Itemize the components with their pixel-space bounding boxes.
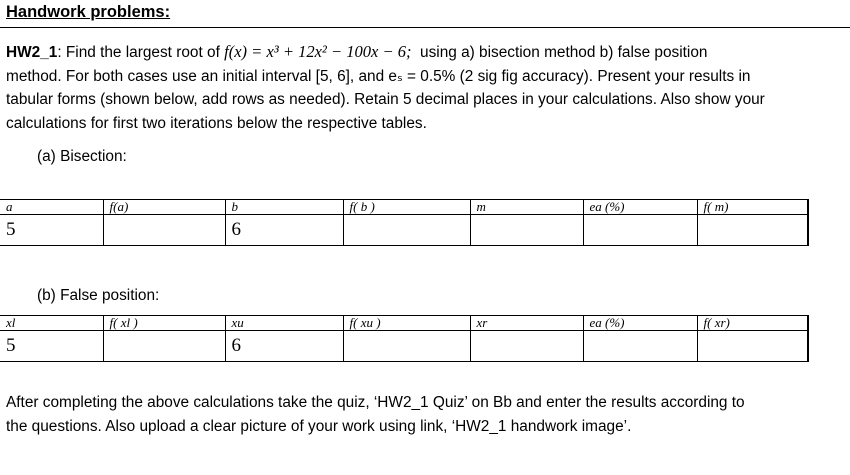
false-position-label: (b) False position: — [37, 287, 160, 304]
bisection-label: (a) Bisection: — [37, 148, 127, 165]
bisection-cell-m — [470, 215, 583, 246]
instructions-footer — [6, 391, 844, 438]
bisection-header-fa: f(a) — [103, 200, 225, 215]
page-heading: Handwork problems: — [6, 3, 171, 21]
footer-line-1: After completing the above calculations take the quiz, ‘HW2_1 Quiz’ on Bb and enter the results according to — [6, 394, 745, 411]
bisection-header-row — [0, 200, 808, 215]
bisection-header-fb: f( b ) — [343, 200, 470, 215]
bisection-table — [0, 199, 809, 246]
false-position-cell-fxr — [697, 331, 808, 362]
bisection-cell-ea — [583, 215, 697, 246]
false-position-cell-xr — [470, 331, 583, 362]
false-position-header-xr: xr — [470, 316, 583, 331]
problem-line-1-rest: using a) bisection method b) false position — [420, 44, 708, 61]
bisection-header-m: m — [470, 200, 583, 215]
false-position-row-1 — [0, 331, 808, 362]
problem-id: HW2_1 — [6, 44, 58, 61]
heading-divider — [0, 27, 850, 28]
problem-line-2: method. For both cases use an initial interval [5, 6], and eₛ = 0.5% (2 sig fig accuracy). Present your results in — [6, 67, 751, 85]
problem-lead-text: : Find the largest root of — [57, 44, 220, 61]
false-position-table — [0, 315, 809, 362]
bisection-cell-fa — [103, 215, 225, 246]
false-position-header-ea: ea (%) — [583, 316, 697, 331]
false-position-header-fxr: f( xr) — [697, 316, 808, 331]
bisection-cell-fm — [697, 215, 808, 246]
footer-line-2: the questions. Also upload a clear picture of your work using link, ‘HW2_1 handwork image’. — [6, 417, 632, 435]
false-position-header-fxl: f( xl ) — [103, 316, 225, 331]
bisection-cell-b: 6 — [225, 215, 343, 246]
false-position-cell-fxl — [103, 331, 225, 362]
bisection-cell-a: 5 — [0, 215, 103, 246]
bisection-cell-fb — [343, 215, 470, 246]
false-position-cell-xl: 5 — [0, 331, 103, 362]
bisection-header-b: b — [225, 200, 343, 215]
bisection-header-a: a — [0, 200, 103, 215]
problem-line-3: tabular forms (shown below, add rows as needed). Retain 5 decimal places in your calculations. Also show your — [6, 91, 765, 109]
false-position-header-fxu: f( xu ) — [343, 316, 470, 331]
problem-statement — [6, 40, 844, 135]
bisection-row-1 — [0, 215, 808, 246]
false-position-cell-ea — [583, 331, 697, 362]
false-position-header-row — [0, 316, 808, 331]
problem-line-1 — [6, 40, 844, 65]
problem-line-4: calculations for first two iterations below the respective tables. — [6, 114, 427, 132]
bisection-header-ea: ea (%) — [583, 200, 697, 215]
false-position-cell-xu: 6 — [225, 331, 343, 362]
false-position-header-xu: xu — [225, 316, 343, 331]
function-expression: f(x) = x³ + 12x² − 100x − 6; — [224, 42, 412, 61]
bisection-header-fm: f( m) — [697, 200, 808, 215]
false-position-header-xl: xl — [0, 316, 103, 331]
false-position-cell-fxu — [343, 331, 470, 362]
